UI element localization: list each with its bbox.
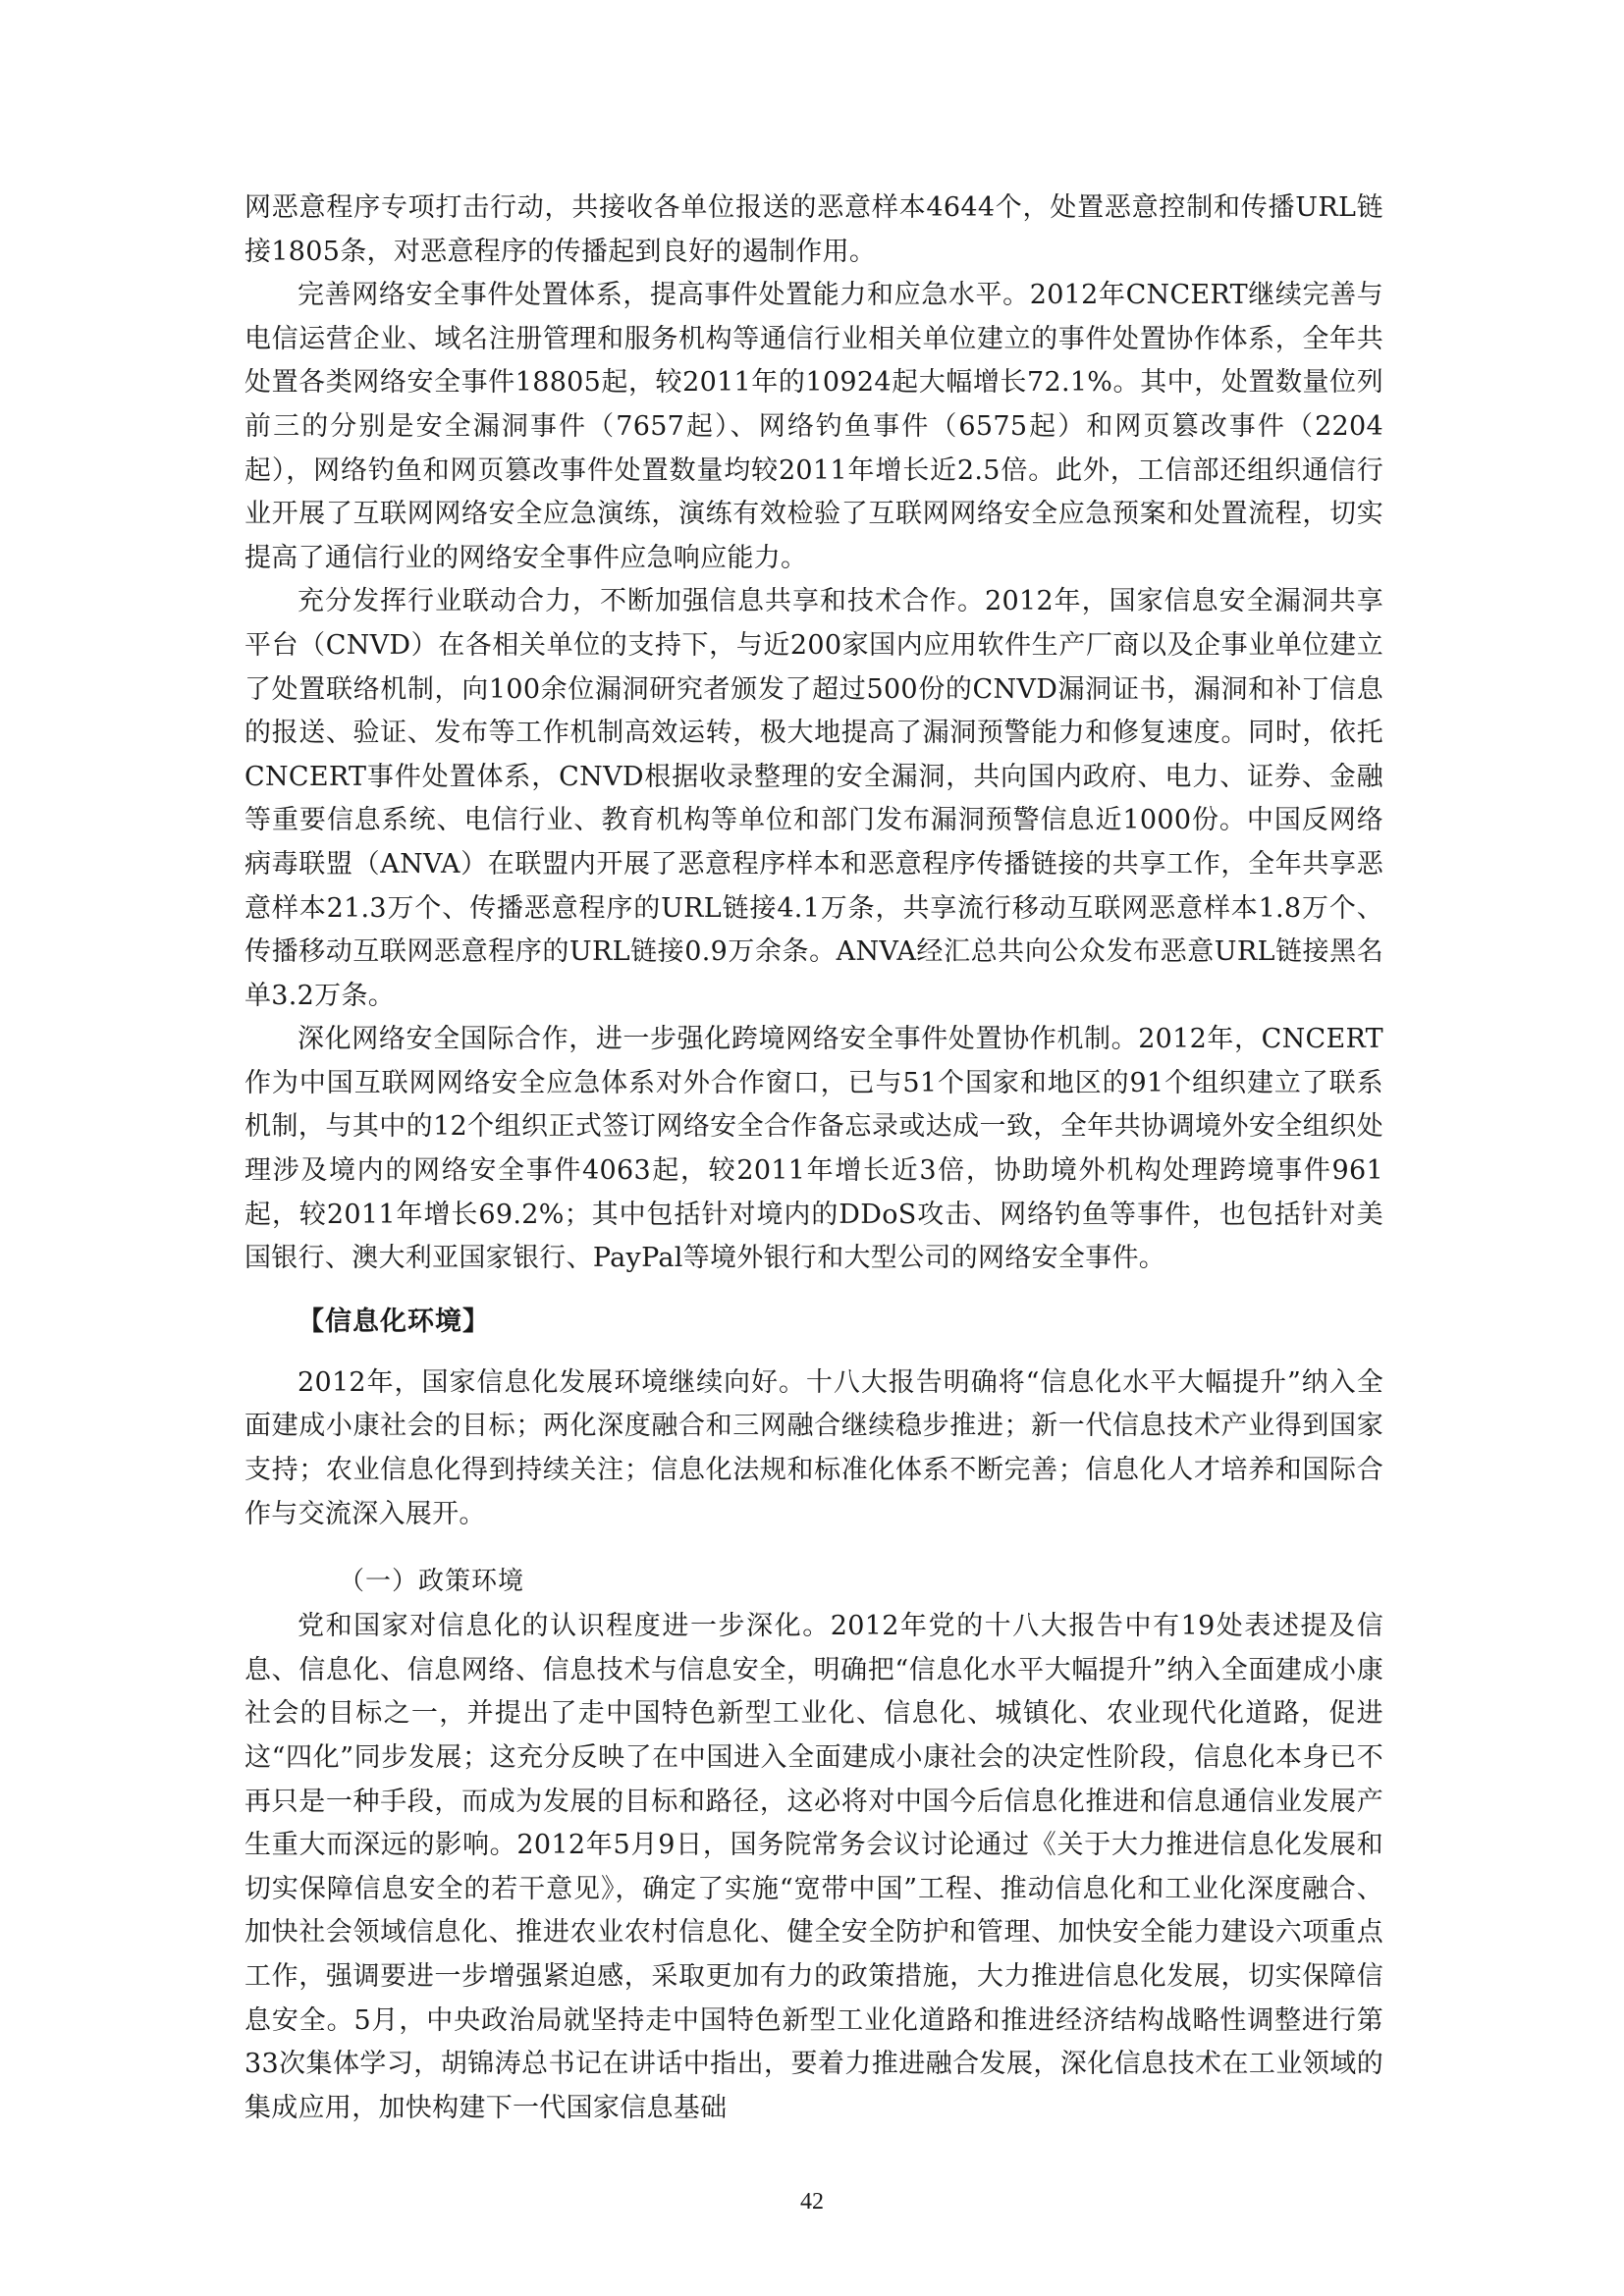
sub-heading: （一）政策环境 <box>339 1567 525 1597</box>
paragraph-policy-environment: 党和国家对信息化的认识程度进一步深化。2012年党的十八大报告中有19处表述提及信息、信息化、信息网络、信息技术与信息安全，明确把“信息化水平大幅提升”纳入全面建成小康社会的目标之一，并提出了走中国特色新型工业化、信息化、城镇化、农业现代化道路，促进这“四化”同步发展；这充分反映了在中国进入全面建成小康社会的决定性阶段，信息化本身已不再只是一种手段，而成为发展的目标和路径，这必将对中国今后信息化推进和信息通信业发展产生重大而深远的影响。2012年5月9日，国务院常务会议讨论通过《关于大力推进信息化发展和切实保障信息安全的若干意见》，确定了实施“宽带中国”工程、推动信息化和工业化深度融合、加快社会领域信息化、推进农业农村信息化、健全安全防护和管理、加快安全能力建设六项重点工作，强调要进一步增强紧迫感，采取更加有力的政策措施，大力推进信息化发展，切实保障信息安全。5月，中央政治局就坚持走中国特色新型工业化道路和推进经济结构战略性调整进行第33次集体学习，胡锦涛总书记在讲话中指出，要着力推进融合发展，深化信息技术在工业领域的集成应用，加快构建下一代国家信息基础 <box>244 1611 1383 2123</box>
paragraph-malware-action: 网恶意程序专项打击行动，共接收各单位报送的恶意样本4644个，处置恶意控制和传播URL链接1805条，对恶意程序的传播起到良好的遏制作用。 <box>244 192 1383 267</box>
paragraph-incident-handling: 完善网络安全事件处置体系，提高事件处置能力和应急水平。2012年CNCERT继续完善与电信运营企业、域名注册管理和服务机构等通信行业相关单位建立的事件处置协作体系，全年共处置各类网络安全事件18805起，较2011年的10924起大幅增长72.1%。其中，处置数量位列前三的分别是安全漏洞事件（7657起）、网络钓鱼事件（6575起）和网页篡改事件（2204起），网络钓鱼和网页篡改事件处置数量均较2011年增长近2.5倍。此外，工信部还组织通信行业开展了互联网网络安全应急演练，演练有效检验了互联网网络安全应急预案和处置流程，切实提高了通信行业的网络安全事件应急响应能力。 <box>244 280 1383 573</box>
paragraph-international-cooperation: 深化网络安全国际合作，进一步强化跨境网络安全事件处置协作机制。2012年，CNCERT作为中国互联网网络安全应急体系对外合作窗口，已与51个国家和地区的91个组织建立了联系机制，与其中的12个组织正式签订网络安全合作备忘录或达成一致，全年共协调境外安全组织处理涉及境内的网络安全事件4063起，较2011年增长近3倍，协助境外机构处理跨境事件961起，较2011年增长69.2%；其中包括针对境内的DDoS攻击、网络钓鱼等事件，也包括针对美国银行、澳大利亚国家银行、PayPal等境外银行和大型公司的网络安全事件。 <box>244 1024 1383 1274</box>
paragraph-industry-cooperation: 充分发挥行业联动合力，不断加强信息共享和技术合作。2012年，国家信息安全漏洞共享平台（CNVD）在各相关单位的支持下，与近200家国内应用软件生产厂商以及企事业单位建立了处置联络机制，向100余位漏洞研究者颁发了超过500份的CNVD漏洞证书，漏洞和补丁信息的报送、验证、发布等工作机制高效运转，极大地提高了漏洞预警能力和修复速度。同时，依托CNCERT事件处置体系，CNVD根据收录整理的安全漏洞，共向国内政府、电力、证券、金融等重要信息系统、电信行业、教育机构等单位和部门发布漏洞预警信息近1000份。中国反网络病毒联盟（ANVA）在联盟内开展了恶意程序样本和恶意程序传播链接的共享工作，全年共享恶意样本21.3万个、传播恶意程序的URL链接4.1万条，共享流行移动互联网恶意样本1.8万个、传播移动互联网恶意程序的URL链接0.9万余条。ANVA经汇总共向公众发布恶意URL链接黑名单3.2万条。 <box>244 586 1383 1011</box>
page-content <box>244 187 1383 2130</box>
section-heading: 【信息化环境】 <box>298 1306 490 1337</box>
page-number: 42 <box>800 2189 824 2215</box>
paragraph-section-intro: 2012年，国家信息化发展环境继续向好。十八大报告明确将“信息化水平大幅提升”纳入全面建成小康社会的目标；两化深度融合和三网融合继续稳步推进；新一代信息技术产业得到国家支持；农业信息化得到持续关注；信息化法规和标准化体系不断完善；信息化人才培养和国际合作与交流深入展开。 <box>244 1366 1383 1529</box>
